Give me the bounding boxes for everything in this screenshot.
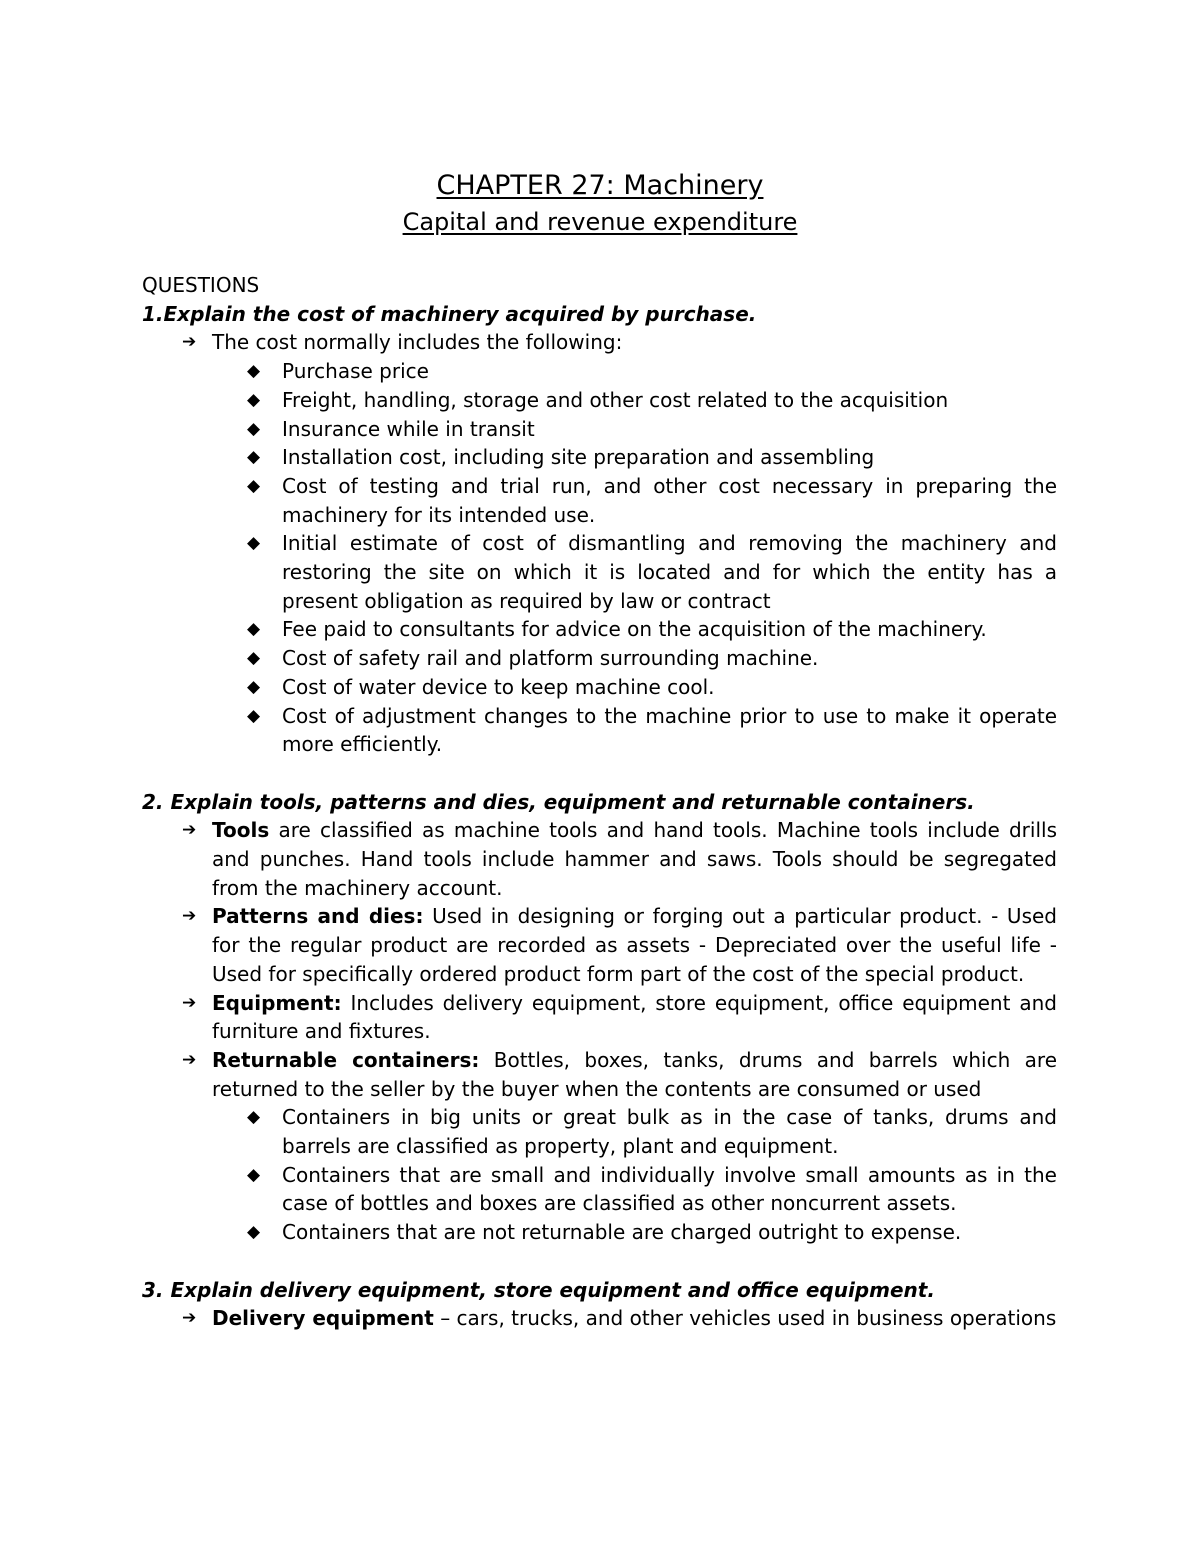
container-subitem (142, 1218, 1057, 1247)
container-subitem (142, 1103, 1057, 1160)
patterns-item (142, 902, 1057, 988)
patterns-label: Patterns and dies: (212, 904, 424, 929)
cost-item-text: Purchase price (282, 359, 429, 384)
tools-item (142, 816, 1057, 902)
diamond-bullet-icon: ◆ (247, 475, 261, 496)
question-1-intro (142, 328, 1057, 357)
cost-item (142, 415, 1057, 444)
patterns-text: Used in designing or forging out a particular product. - Used for the regular product are recorded as assets - Depreciated over the useful life - Used for specifically ordered product form part of the cost of the special product. (212, 904, 1057, 986)
diamond-bullet-icon: ◆ (247, 361, 261, 382)
cost-item (142, 529, 1057, 615)
delivery-label: Delivery equipment (212, 1306, 434, 1331)
cost-item-text: Cost of water device to keep machine cool. (282, 674, 715, 699)
container-subitem (142, 1161, 1057, 1218)
document-body (142, 271, 1057, 1333)
arrow-bullet-icon: ➔ (182, 992, 197, 1013)
cost-item (142, 673, 1057, 702)
cost-item-text: Insurance while in transit (282, 416, 535, 441)
cost-item (142, 472, 1057, 529)
question-2-heading: 2. Explain tools, patterns and dies, equipment and returnable containers. (142, 789, 975, 814)
container-subitem-text: Containers in big units or great bulk as in the case of tanks, drums and barrels are classified as property, plant and equipment. (282, 1105, 1057, 1159)
cost-item (142, 702, 1057, 759)
chapter-subtitle: Capital and revenue expenditure (402, 208, 798, 236)
diamond-bullet-icon: ◆ (247, 1222, 261, 1243)
delivery-text: – cars, trucks, and other vehicles used in business operations (433, 1306, 1057, 1331)
tools-text: are classified as machine tools and hand tools. Machine tools include drills and punches. Hand tools include hammer and saws. Tools should be segregated from the machinery account. (212, 818, 1057, 900)
cost-item-text: Cost of adjustment changes to the machine prior to use to make it operate more efficiently. (282, 703, 1057, 757)
equipment-label: Equipment: (212, 990, 342, 1015)
spacer (142, 759, 1057, 788)
cost-item (142, 644, 1057, 673)
diamond-bullet-icon: ◆ (247, 705, 261, 726)
container-subitem-text: Containers that are small and individually involve small amounts as in the case of bottles and boxes are classified as other noncurrent assets. (282, 1162, 1057, 1216)
arrow-bullet-icon: ➔ (182, 906, 197, 927)
equipment-text: Includes delivery equipment, store equipment, office equipment and furniture and fixtures. (212, 990, 1057, 1044)
diamond-bullet-icon: ◆ (247, 648, 261, 669)
arrow-bullet-icon: ➔ (182, 820, 197, 841)
cost-item-text: Fee paid to consultants for advice on the acquisition of the machinery. (282, 617, 987, 642)
diamond-bullet-icon: ◆ (247, 1164, 261, 1185)
container-subitem-text: Containers that are not returnable are charged outright to expense. (282, 1220, 962, 1245)
chapter-title: CHAPTER 27: Machinery (436, 170, 764, 201)
arrow-bullet-icon: ➔ (182, 332, 197, 353)
cost-item-text: Initial estimate of cost of dismantling and removing the machinery and restoring the site on which it is located and for which the entity has a present obligation as required by law or contract (282, 531, 1057, 613)
cost-item-text: Cost of testing and trial run, and other cost necessary in preparing the machinery for its intended use. (282, 473, 1057, 527)
cost-item (142, 615, 1057, 644)
question-1-heading: 1.Explain the cost of machinery acquired by purchase. (142, 301, 757, 326)
diamond-bullet-icon: ◆ (247, 447, 261, 468)
spacer (142, 1247, 1057, 1276)
arrow-bullet-icon: ➔ (182, 1308, 197, 1329)
diamond-bullet-icon: ◆ (247, 389, 261, 410)
diamond-bullet-icon: ◆ (247, 1107, 261, 1128)
cost-item-text: Freight, handling, storage and other cost related to the acquisition (282, 387, 949, 412)
diamond-bullet-icon: ◆ (247, 676, 261, 697)
containers-label: Returnable containers: (212, 1047, 480, 1072)
diamond-bullet-icon: ◆ (247, 418, 261, 439)
cost-item (142, 386, 1057, 415)
cost-item-text: Cost of safety rail and platform surrounding machine. (282, 646, 819, 671)
question-3-heading: 3. Explain delivery equipment, store equipment and office equipment. (142, 1277, 935, 1302)
diamond-bullet-icon: ◆ (247, 533, 261, 554)
intro-text: The cost normally includes the following: (212, 330, 623, 355)
cost-item (142, 443, 1057, 472)
arrow-bullet-icon: ➔ (182, 1049, 197, 1070)
cost-item-text: Installation cost, including site preparation and assembling (282, 445, 875, 470)
questions-heading: QUESTIONS (142, 273, 260, 297)
tools-label: Tools (212, 818, 270, 843)
containers-item (142, 1046, 1057, 1103)
delivery-item (142, 1304, 1057, 1333)
containers-text: Bottles, boxes, tanks, drums and barrels which are returned to the seller by the buyer when the contents are consumed or used (212, 1047, 1057, 1101)
diamond-bullet-icon: ◆ (247, 619, 261, 640)
cost-item (142, 357, 1057, 386)
equipment-item (142, 989, 1057, 1046)
